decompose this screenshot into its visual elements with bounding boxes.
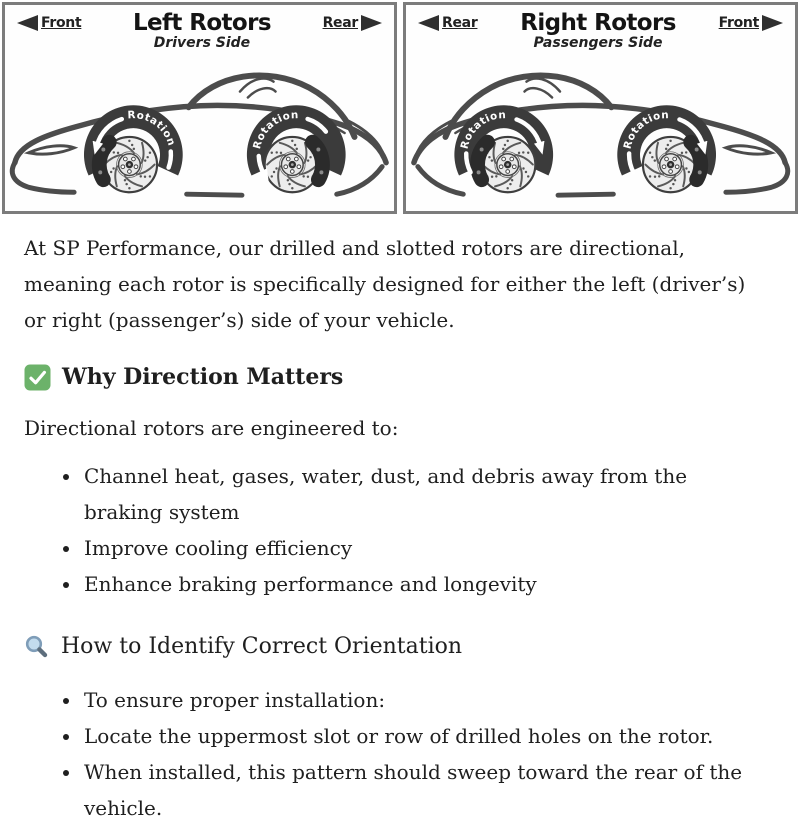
front-label: Front bbox=[41, 15, 82, 31]
benefits-list bbox=[24, 458, 766, 602]
rotation-label: Rotation bbox=[127, 109, 178, 148]
left-car-illustration bbox=[5, 57, 394, 209]
section-title: How to Identify Correct Orientation bbox=[61, 634, 463, 659]
section-title: Why Direction Matters bbox=[62, 364, 344, 390]
panel-subtitle: Passengers Side bbox=[533, 35, 663, 52]
orientation-list bbox=[24, 682, 766, 826]
right-arrow-icon bbox=[361, 15, 382, 31]
rear-direction-indicator bbox=[323, 15, 382, 31]
green-check-icon bbox=[24, 364, 51, 391]
left-panel-header bbox=[5, 5, 394, 52]
intro-paragraph: At SP Performance, our drilled and slotted rotors are directional, meaning each rotor is specifically designed for either the left (driver’s) or right (passenger’s) side of your vehicle. bbox=[24, 236, 746, 332]
magnifying-glass-icon bbox=[24, 634, 50, 660]
rear-direction-indicator bbox=[418, 15, 477, 31]
section-heading-identify-orientation bbox=[24, 630, 766, 664]
list-item: • Improve cooling efficiency bbox=[82, 530, 766, 566]
right-panel-header bbox=[406, 5, 795, 52]
right-panel-titles bbox=[520, 11, 676, 52]
section-lead: Directional rotors are engineered to: bbox=[24, 416, 399, 440]
rotation-label: Rotation bbox=[251, 109, 300, 151]
left-arrow-icon bbox=[418, 15, 439, 31]
panel-title: Left Rotors bbox=[132, 10, 271, 36]
section-heading-why-direction-matters bbox=[24, 360, 766, 394]
rotation-label: Rotation bbox=[458, 109, 507, 151]
list-item: • Channel heat, gases, water, dust, and debris away from the braking system bbox=[82, 458, 766, 530]
list-item: • To ensure proper installation: bbox=[82, 682, 766, 718]
list-item: • When installed, this pattern should sweep toward the rear of the vehicle. bbox=[82, 754, 766, 826]
list-item: • Enhance braking performance and longevity bbox=[82, 566, 766, 602]
article-body bbox=[24, 230, 766, 826]
front-label: Front bbox=[718, 15, 759, 31]
left-arrow-icon bbox=[17, 15, 38, 31]
right-rotors-panel bbox=[403, 2, 798, 214]
rear-label: Rear bbox=[322, 15, 358, 31]
right-car-illustration bbox=[406, 57, 795, 209]
front-direction-indicator bbox=[719, 15, 783, 31]
panel-subtitle: Drivers Side bbox=[153, 35, 251, 52]
rotor-direction-diagram bbox=[0, 0, 800, 214]
front-direction-indicator bbox=[17, 15, 81, 31]
rear-label: Rear bbox=[442, 15, 478, 31]
left-rotors-panel bbox=[2, 2, 397, 214]
rotation-label: Rotation bbox=[621, 109, 670, 151]
right-arrow-icon bbox=[762, 15, 783, 31]
list-item: • Locate the uppermost slot or row of drilled holes on the rotor. bbox=[82, 718, 766, 754]
panel-title: Right Rotors bbox=[520, 10, 676, 36]
left-panel-titles bbox=[133, 11, 271, 52]
